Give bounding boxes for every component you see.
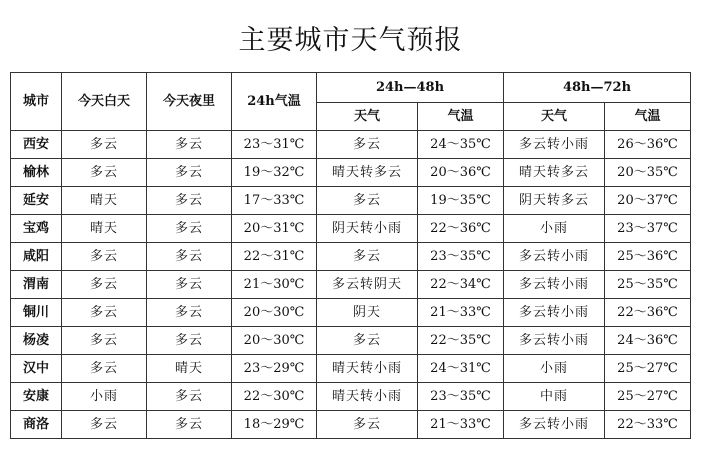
temp-24-48-cell: 23～35℃	[418, 243, 504, 271]
table-row	[11, 131, 691, 159]
today-day-weather-cell: 多云	[62, 327, 147, 355]
weather-48-72-cell: 多云转小雨	[504, 131, 605, 159]
city-cell: 渭南	[11, 271, 62, 299]
city-cell: 咸阳	[11, 243, 62, 271]
city-cell: 汉中	[11, 355, 62, 383]
temp-24h-cell: 22～31℃	[232, 243, 317, 271]
city-cell: 延安	[11, 187, 62, 215]
weather-48-72-cell: 多云转小雨	[504, 411, 605, 439]
today-day-weather-cell: 多云	[62, 271, 147, 299]
table-row	[11, 355, 691, 383]
today-night-weather-cell: 多云	[147, 411, 232, 439]
header-range-24-48: 24h—48h	[317, 73, 504, 103]
temp-24-48-cell: 23～35℃	[418, 383, 504, 411]
temp-48-72-cell: 26～36℃	[605, 131, 691, 159]
temp-24h-cell: 21～30℃	[232, 271, 317, 299]
today-day-weather-cell: 多云	[62, 355, 147, 383]
temp-24h-cell: 20～31℃	[232, 215, 317, 243]
city-cell: 西安	[11, 131, 62, 159]
today-day-weather-cell: 多云	[62, 411, 147, 439]
temp-48-72-cell: 24～36℃	[605, 327, 691, 355]
weather-48-72-cell: 阴天转多云	[504, 187, 605, 215]
temp-48-72-cell: 25～27℃	[605, 355, 691, 383]
header-temp-24h: 24h气温	[232, 73, 317, 131]
temp-24-48-cell: 21～33℃	[418, 411, 504, 439]
table-row	[11, 299, 691, 327]
table-row	[11, 159, 691, 187]
today-night-weather-cell: 多云	[147, 243, 232, 271]
city-cell: 铜川	[11, 299, 62, 327]
today-night-weather-cell: 多云	[147, 215, 232, 243]
city-cell: 商洛	[11, 411, 62, 439]
temp-48-72-cell: 23～37℃	[605, 215, 691, 243]
today-night-weather-cell: 多云	[147, 327, 232, 355]
today-night-weather-cell: 多云	[147, 159, 232, 187]
temp-24h-cell: 19～32℃	[232, 159, 317, 187]
weather-24-48-cell: 多云	[317, 411, 418, 439]
header-row-1	[11, 73, 691, 103]
weather-48-72-cell: 小雨	[504, 215, 605, 243]
table-row	[11, 243, 691, 271]
today-night-weather-cell: 多云	[147, 131, 232, 159]
today-day-weather-cell: 多云	[62, 243, 147, 271]
weather-48-72-cell: 多云转小雨	[504, 271, 605, 299]
weather-24-48-cell: 多云	[317, 243, 418, 271]
weather-48-72-cell: 晴天转多云	[504, 159, 605, 187]
today-day-weather-cell: 晴天	[62, 187, 147, 215]
today-day-weather-cell: 小雨	[62, 383, 147, 411]
weather-24-48-cell: 晴天转多云	[317, 159, 418, 187]
today-night-weather-cell: 多云	[147, 299, 232, 327]
city-cell: 安康	[11, 383, 62, 411]
header-today-night: 今天夜里	[147, 73, 232, 131]
weather-forecast-table	[10, 72, 691, 439]
temp-24h-cell: 20～30℃	[232, 299, 317, 327]
temp-24-48-cell: 19～35℃	[418, 187, 504, 215]
table-row	[11, 187, 691, 215]
weather-24-48-cell: 多云	[317, 131, 418, 159]
temp-48-72-cell: 20～35℃	[605, 159, 691, 187]
temp-48-72-cell: 25～36℃	[605, 243, 691, 271]
weather-24-48-cell: 晴天转小雨	[317, 355, 418, 383]
temp-24-48-cell: 21～33℃	[418, 299, 504, 327]
temp-48-72-cell: 25～35℃	[605, 271, 691, 299]
temp-24h-cell: 22～30℃	[232, 383, 317, 411]
temp-24-48-cell: 22～35℃	[418, 327, 504, 355]
today-day-weather-cell: 多云	[62, 131, 147, 159]
weather-24-48-cell: 阴天	[317, 299, 418, 327]
table-body	[11, 131, 691, 439]
temp-48-72-cell: 20～37℃	[605, 187, 691, 215]
temp-24-48-cell: 22～34℃	[418, 271, 504, 299]
header-temp-48: 气温	[418, 103, 504, 131]
table-row	[11, 411, 691, 439]
city-cell: 宝鸡	[11, 215, 62, 243]
temp-48-72-cell: 22～36℃	[605, 299, 691, 327]
city-cell: 榆林	[11, 159, 62, 187]
today-night-weather-cell: 多云	[147, 383, 232, 411]
temp-24h-cell: 18～29℃	[232, 411, 317, 439]
temp-48-72-cell: 25～27℃	[605, 383, 691, 411]
weather-24-48-cell: 多云	[317, 327, 418, 355]
today-day-weather-cell: 晴天	[62, 215, 147, 243]
header-weather-48: 天气	[317, 103, 418, 131]
header-city: 城市	[11, 73, 62, 131]
temp-24-48-cell: 24～31℃	[418, 355, 504, 383]
today-night-weather-cell: 多云	[147, 187, 232, 215]
temp-24h-cell: 17～33℃	[232, 187, 317, 215]
temp-48-72-cell: 22～33℃	[605, 411, 691, 439]
header-range-48-72: 48h—72h	[504, 73, 691, 103]
weather-24-48-cell: 阴天转小雨	[317, 215, 418, 243]
temp-24-48-cell: 24～35℃	[418, 131, 504, 159]
temp-24h-cell: 20～30℃	[232, 327, 317, 355]
today-night-weather-cell: 多云	[147, 271, 232, 299]
weather-48-72-cell: 中雨	[504, 383, 605, 411]
weather-24-48-cell: 晴天转小雨	[317, 383, 418, 411]
header-temp-72: 气温	[605, 103, 691, 131]
temp-24-48-cell: 22～36℃	[418, 215, 504, 243]
weather-24-48-cell: 多云	[317, 187, 418, 215]
table-row	[11, 215, 691, 243]
weather-48-72-cell: 多云转小雨	[504, 243, 605, 271]
header-weather-72: 天气	[504, 103, 605, 131]
today-day-weather-cell: 多云	[62, 299, 147, 327]
temp-24h-cell: 23～29℃	[232, 355, 317, 383]
temp-24h-cell: 23～31℃	[232, 131, 317, 159]
table-row	[11, 271, 691, 299]
page-title: 主要城市天气预报	[238, 25, 463, 56]
header-today-day: 今天白天	[62, 73, 147, 131]
today-night-weather-cell: 晴天	[147, 355, 232, 383]
weather-24-48-cell: 多云转阴天	[317, 271, 418, 299]
weather-48-72-cell: 多云转小雨	[504, 299, 605, 327]
temp-24-48-cell: 20～36℃	[418, 159, 504, 187]
today-day-weather-cell: 多云	[62, 159, 147, 187]
weather-48-72-cell: 小雨	[504, 355, 605, 383]
table-row	[11, 327, 691, 355]
table-row	[11, 383, 691, 411]
weather-48-72-cell: 多云转小雨	[504, 327, 605, 355]
city-cell: 杨凌	[11, 327, 62, 355]
